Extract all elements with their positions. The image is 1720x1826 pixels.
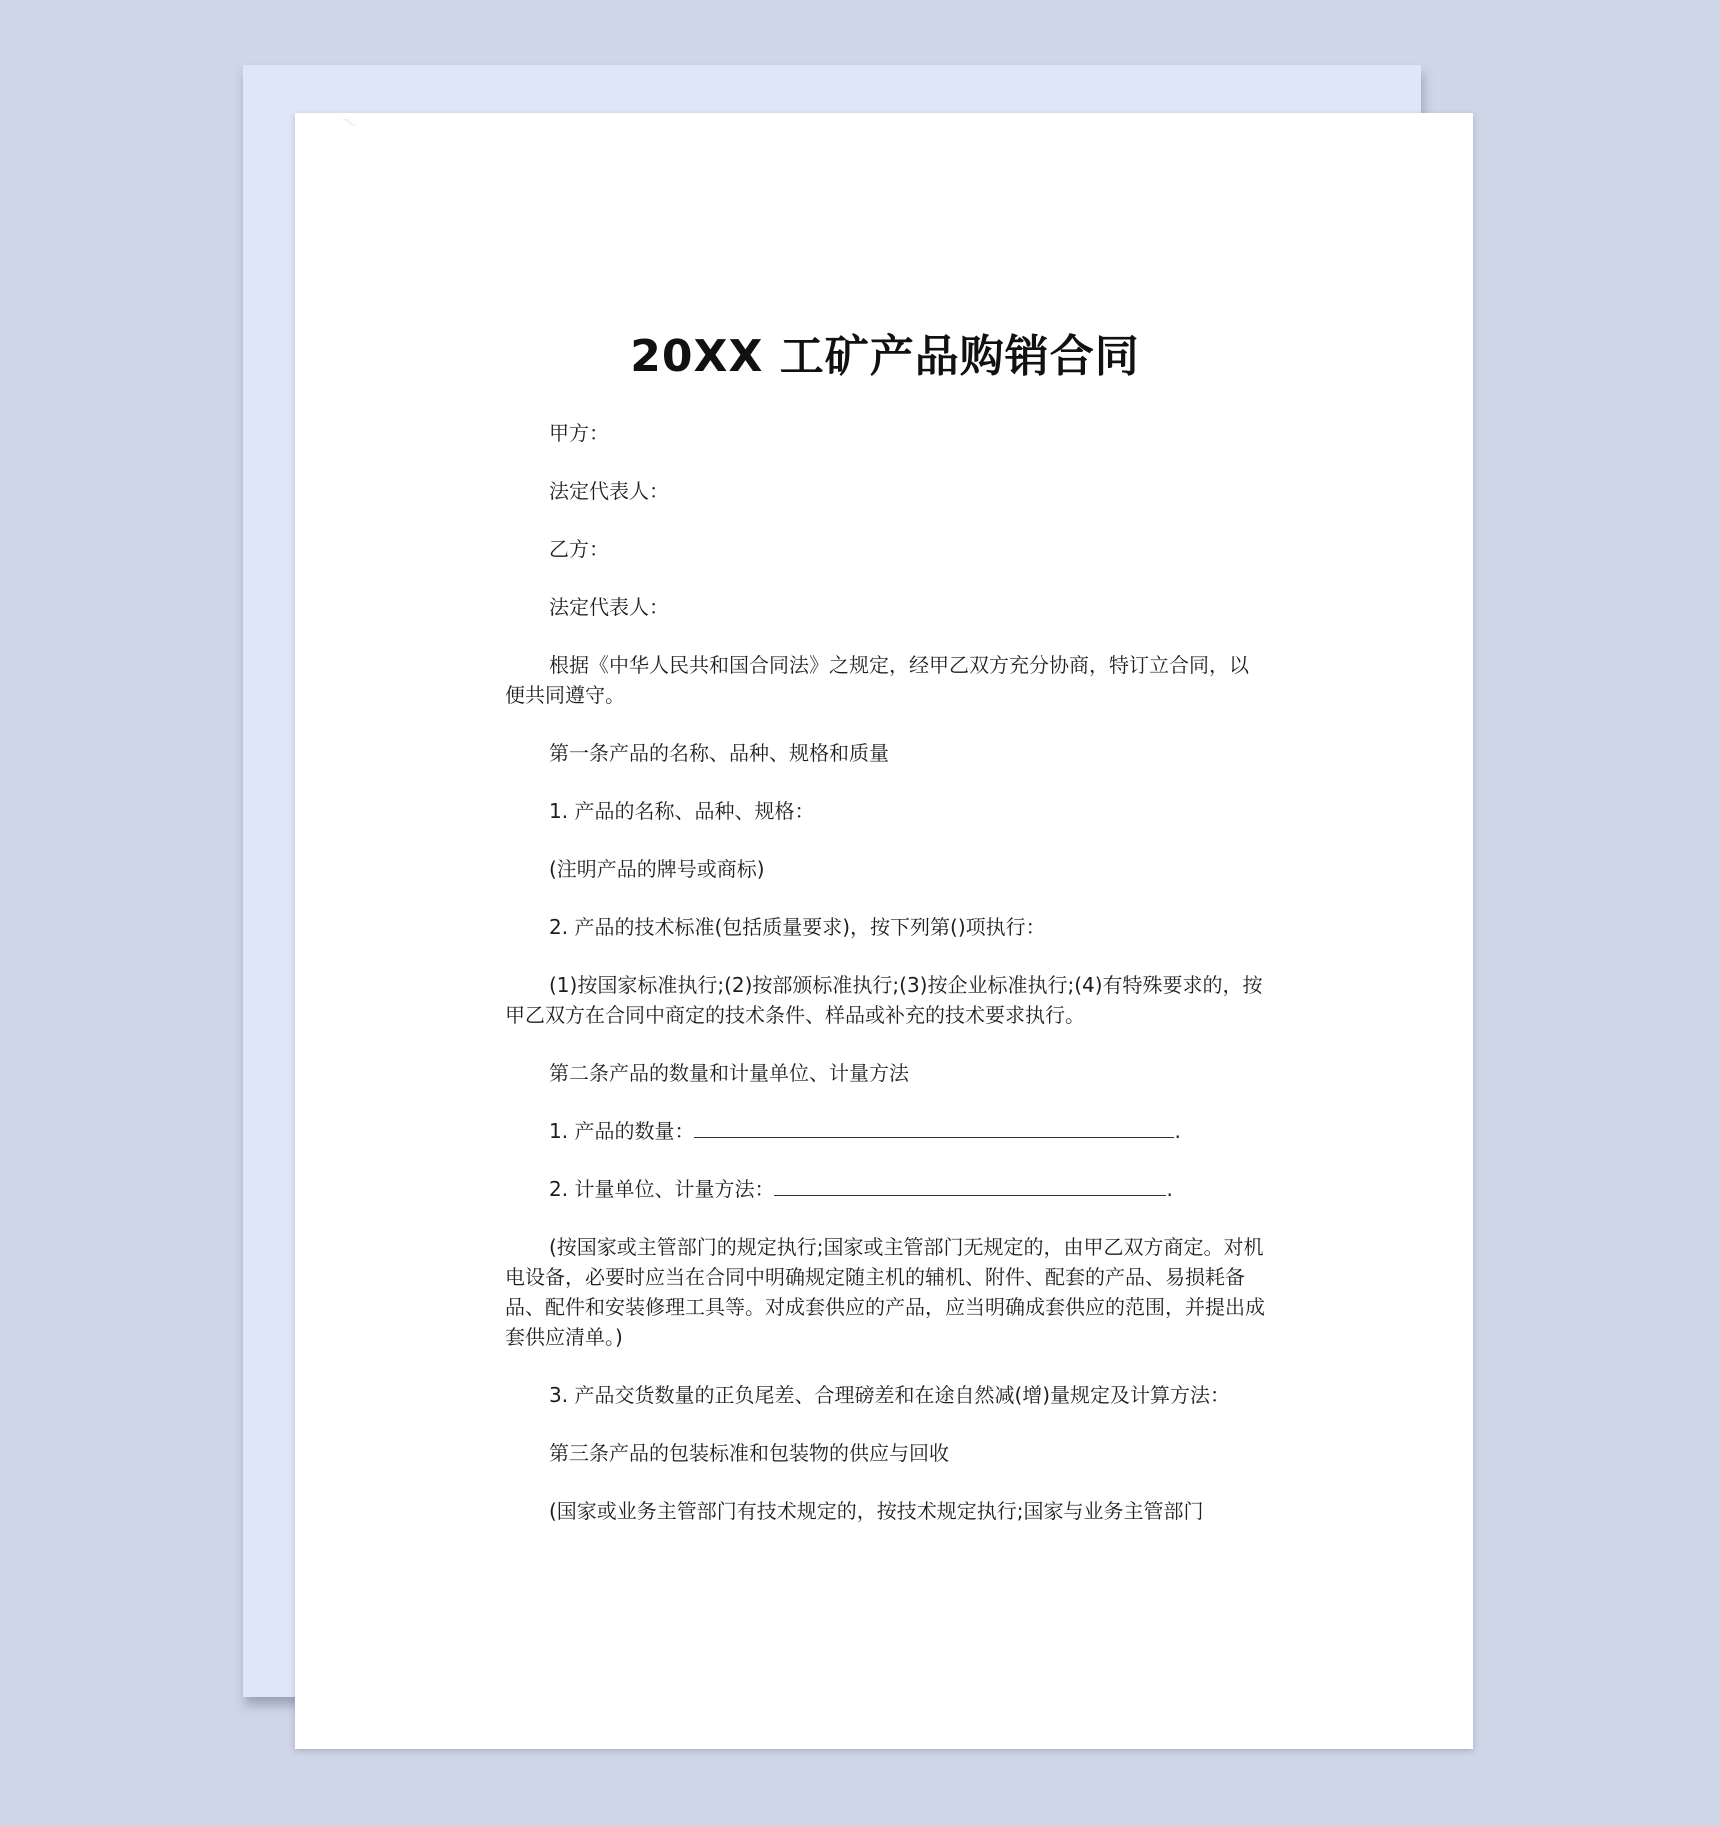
article-2-item-1-label: 1. 产品的数量： xyxy=(549,1118,695,1143)
article-2-item-2-end: . xyxy=(1166,1176,1173,1201)
party-b-line: 乙方： xyxy=(549,536,609,561)
document-page xyxy=(295,113,1473,1749)
article-1-note: (注明产品的牌号或商标) xyxy=(549,856,765,881)
article-2-item-2-label: 2. 计量单位、计量方法： xyxy=(549,1176,775,1201)
preamble-paragraph: 根据《中华人民共和国合同法》之规定，经甲乙双方充分协商，特订立合同，以便共同遵守。 xyxy=(505,652,1249,707)
article-2-note-paragraph: (按国家或主管部门的规定执行;国家或主管部门无规定的，由甲乙双方商定。对机电设备，必要时应当在合同中明确规定随主机的辅机、附件、配套的产品、易损耗备品、配件和安装修理工具等。对成套供应的产品，应当明确成套供应的范围，并提出成套供应清单。) xyxy=(505,1234,1265,1349)
article-1-item-2: 2. 产品的技术标准(包括质量要求)，按下列第()项执行： xyxy=(549,914,1046,939)
party-a-representative-line: 法定代表人： xyxy=(549,478,669,503)
article-2-item-3: 3. 产品交货数量的正负尾差、合理磅差和在途自然减(增)量规定及计算方法： xyxy=(549,1382,1231,1407)
unit-method-blank-line xyxy=(774,1177,1166,1196)
article-3-note-paragraph: (国家或业务主管部门有技术规定的，按技术规定执行;国家与业务主管部门 xyxy=(549,1498,1204,1523)
article-1-heading: 第一条产品的名称、品种、规格和质量 xyxy=(549,740,889,765)
article-1-standards-paragraph: (1)按国家标准执行;(2)按部颁标准执行;(3)按企业标准执行;(4)有特殊要求的，按甲乙双方在合同中商定的技术条件、样品或补充的技术要求执行。 xyxy=(505,972,1263,1027)
article-2-item-2 xyxy=(505,1174,1265,1204)
article-1-item-1: 1. 产品的名称、品种、规格： xyxy=(549,798,815,823)
document-content xyxy=(505,331,1265,1554)
quantity-blank-line xyxy=(694,1119,1174,1138)
article-2-heading: 第二条产品的数量和计量单位、计量方法 xyxy=(549,1060,909,1085)
article-2-item-1-end: . xyxy=(1174,1118,1181,1143)
document-title: 20XX 工矿产品购销合同 xyxy=(630,331,1140,382)
article-2-item-1 xyxy=(505,1116,1265,1146)
article-3-heading: 第三条产品的包装标准和包装物的供应与回收 xyxy=(549,1440,949,1465)
party-a-line: 甲方： xyxy=(549,420,609,445)
party-b-representative-line: 法定代表人： xyxy=(549,594,669,619)
